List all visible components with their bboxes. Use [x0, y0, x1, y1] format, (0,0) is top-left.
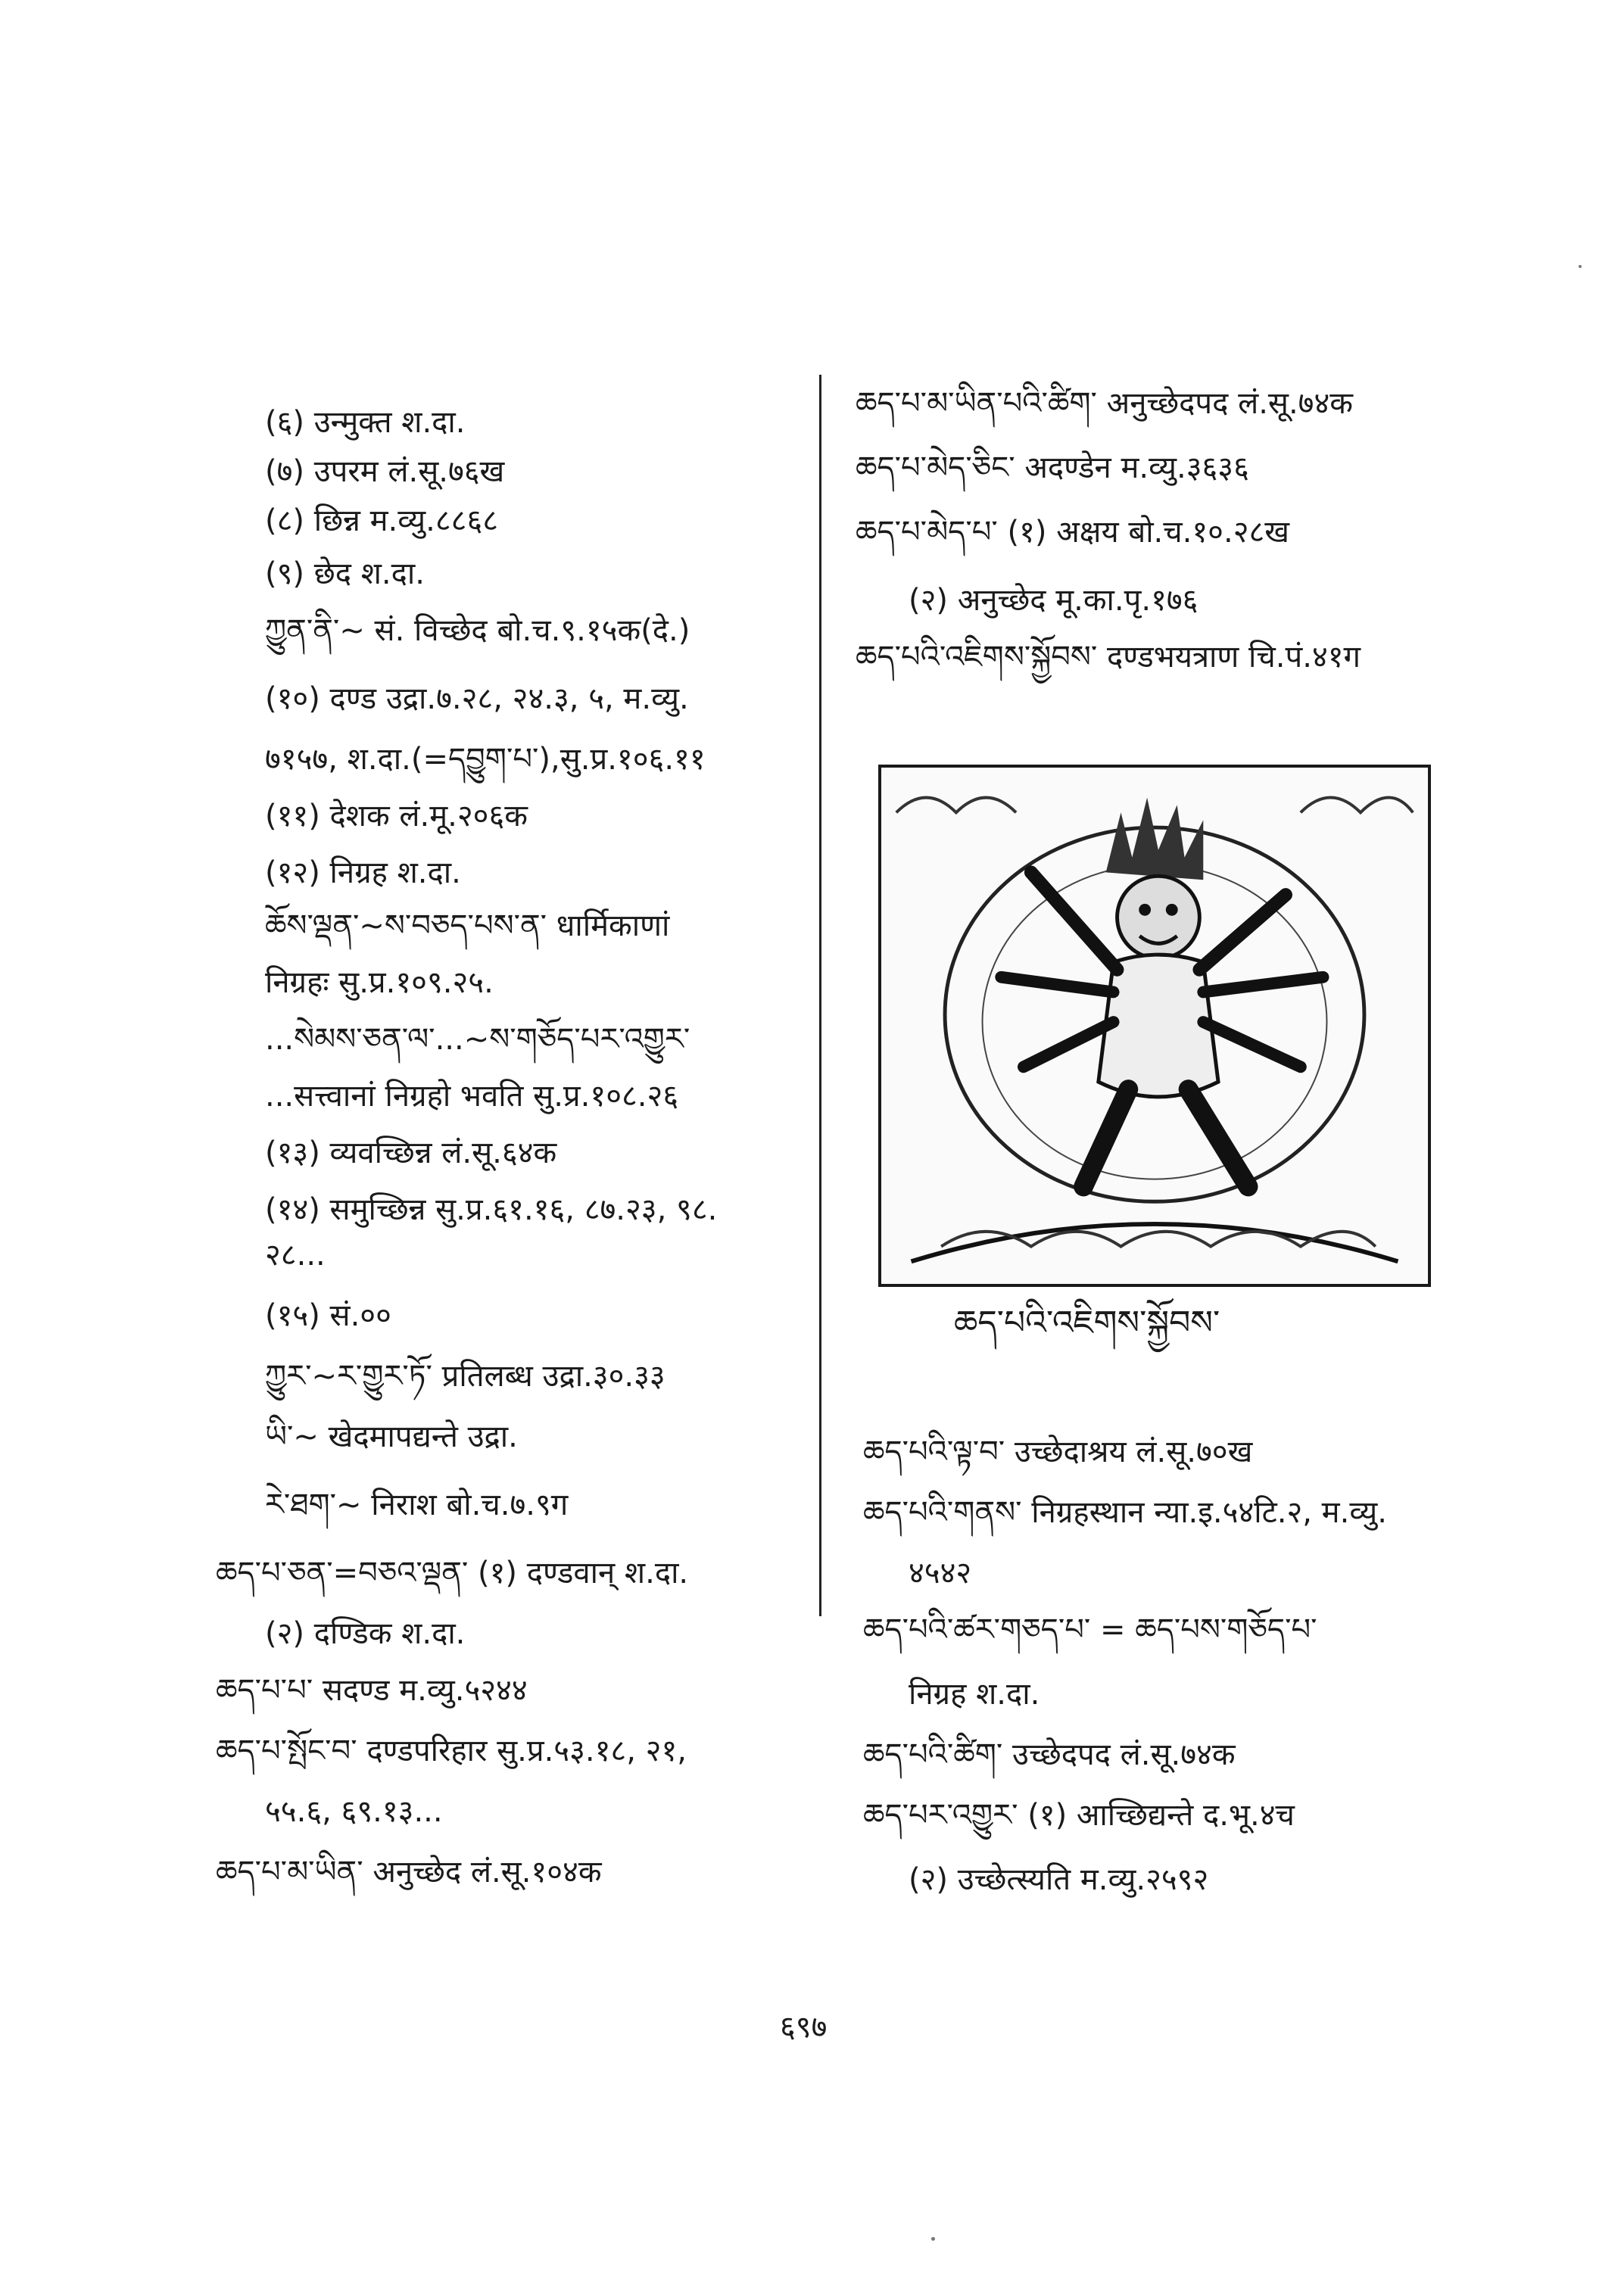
- entry-line: ५५.६, ६९.१३...: [265, 1794, 443, 1829]
- entry-line: (१२) निग्रह श.दा.: [265, 855, 461, 890]
- entry-line: ...सत्त्वानां निग्रहो भवति सु.प्र.१०८.२६: [265, 1079, 679, 1114]
- entry-line: ཆད་པ་མེད་པ་ (१) अक्षय बो.च.१०.२८ख: [856, 515, 1290, 550]
- entry-line: ४५४२: [909, 1556, 972, 1590]
- entry-line: (१३) व्यवच्छिन्न लं.सू.६४क: [265, 1136, 557, 1170]
- column-divider: [819, 375, 821, 1616]
- entry-line: ཆད་པའི་ལྟ་བ་ उच्छेदाश्रय लं.सू.७०ख: [863, 1435, 1253, 1469]
- entry-line: ཆད་པ་སྤོང་བ་ दण्डपरिहार सु.प्र.५३.१८, २१,: [216, 1734, 687, 1768]
- entry-line: (९) छेद श.दा.: [265, 556, 425, 591]
- entry-line: ཆད་པ་ཅན་=བཅའ་ལྡན་ (१) दण्डवान् श.दा.: [216, 1556, 689, 1590]
- entry-line: (७) उपरम लं.सू.७६ख: [265, 454, 505, 489]
- entry-line: ཆད་པ་མ་ཡིན་པའི་ཚིག་ अनुच्छेदपद लं.सू.७४क: [856, 386, 1353, 421]
- entry-line: (११) देशक लं.मू.२०६क: [265, 799, 528, 833]
- entry-line: (६) उन्मुक्त श.दा.: [265, 405, 466, 440]
- entry-line: (२) उच्छेत्स्यति म.व्यु.२५९२: [909, 1862, 1209, 1897]
- entry-line: २८...: [265, 1238, 326, 1273]
- entry-line: (८) छिन्न म.व्यु.८८६८: [265, 503, 499, 538]
- entry-line: ཆོས་ལྡན་~ས་བཅད་པས་ན་ धार्मिकाणां: [265, 908, 670, 943]
- entry-line: (२) अनुच्छेद मू.का.पृ.१७६: [909, 583, 1199, 618]
- entry-line: ཆད་པར་འགྱུར་ (१) आच्छिद्यन्ते द.भू.४च: [863, 1798, 1295, 1833]
- entry-line: ཆད་པའི་ཚིག་ उच्छेदपद लं.सू.७४क: [863, 1737, 1236, 1772]
- entry-line: ཆད་པ་མ་ཡིན་ अनुच्छेद लं.सू.१०४क: [216, 1855, 602, 1890]
- page-number: ६९७: [780, 2010, 828, 2045]
- entry-line: (१४) समुच्छिन्न सु.प्र.६१.१६, ८७.२३, ९८.: [265, 1192, 718, 1227]
- entry-line: ཀྱུར་~ར་གྱུར་ཏོ་ प्रतिलब्ध उद्रा.३०.३३: [265, 1359, 665, 1394]
- deity-woodcut-image: [878, 765, 1431, 1287]
- figure-caption: ཆད་པའི་འཇིགས་སྐྱོབས་: [954, 1304, 1220, 1342]
- entry-line: ཆད་པ་མེད་ཅིང་ अदण्डेन म.व्यु.३६३६: [856, 450, 1249, 485]
- entry-line: ཆད་པའི་གནས་ निग्रहस्थान न्या.इ.५४टि.२, म.व्यु.: [863, 1495, 1387, 1530]
- entry-line: ཆད་པའི་འཇིགས་སྐྱོབས་ दण्डभयत्राण चि.पं.४१ग: [856, 640, 1361, 675]
- entry-line: ཡི་~ खेदमापद्यन्ते उद्रा.: [265, 1419, 518, 1454]
- entry-line: ཆད་པ་པ་ सदण्ड म.व्यु.५२४४: [216, 1673, 528, 1708]
- entry-line: ཆད་པའི་ཚར་གཅད་པ་ = ཆད་པས་གཅོད་པ་: [863, 1612, 1317, 1647]
- entry-line: (१०) दण्ड उद्रा.७.२८, २४.३, ५, म.व्यु.: [265, 681, 689, 716]
- entry-line: ཀྱུན་ནི་~ सं. विच्छेद बो.च.९.१५क(दे.): [265, 613, 690, 648]
- entry-line: (२) दण्डिक श.दा.: [265, 1616, 466, 1651]
- entry-line: निग्रहः सु.प्र.१०९.२५.: [265, 965, 494, 1000]
- entry-line: རེ་ཐག་~ निराश बो.च.७.९ग: [265, 1488, 569, 1522]
- scan-speck: [931, 2237, 935, 2241]
- entry-line: ७१५७, श.दा.(=དབྱུག་པ་),सु.प्र.१०६.११: [265, 742, 706, 777]
- scan-speck: [1579, 265, 1582, 268]
- entry-line: (१५) सं.००: [265, 1298, 391, 1333]
- entry-line: ...སེམས་ཅན་ལ་...~ས་གཅོད་པར་འགྱུར་: [265, 1022, 690, 1057]
- entry-line: निग्रह श.दा.: [909, 1677, 1040, 1712]
